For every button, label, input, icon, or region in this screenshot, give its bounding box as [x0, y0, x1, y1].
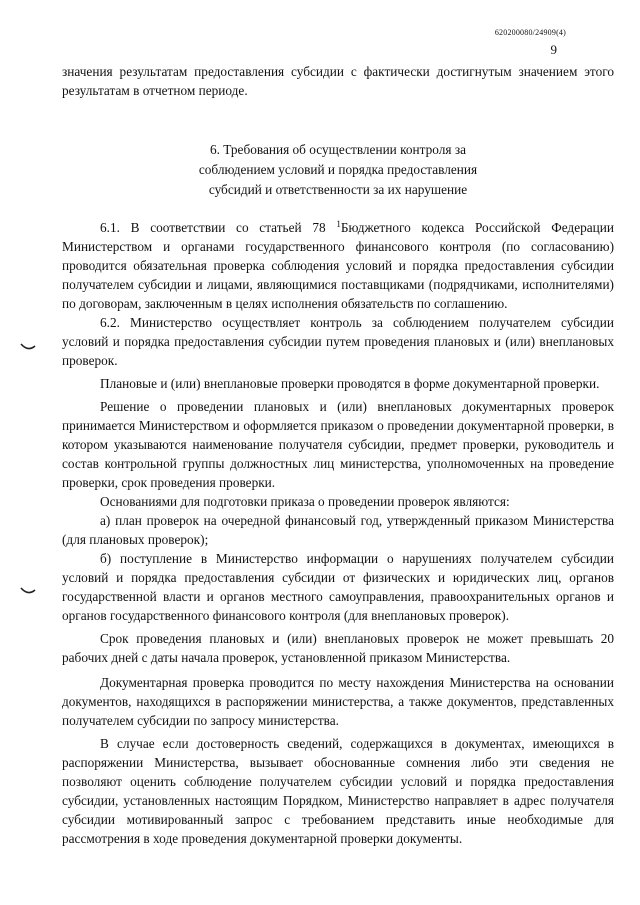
margin-tick-mark: [20, 343, 36, 351]
section-title-line: 6. Требования об осуществлении контроля за: [209, 142, 467, 157]
document-id: 620200080/24909(4): [494, 28, 566, 37]
margin-tick-mark: [20, 587, 36, 595]
section-title-line: соблюдением условий и порядка предоставления: [198, 162, 478, 177]
paragraph: Плановые и (или) внеплановые проверки проводятся в форме документарной проверки.: [100, 376, 600, 391]
paragraph: В случае если достоверность сведений, содержащихся в документах, имеющихся в распоряжении Министерства, вызывает обоснованные сомнения либо эти сведения не позволяют оценить соблюдение получателем субсидии условий и порядка предоставления субсидии, установленных настоящим Порядком, Министерство направляет в адрес получателя субсидии мотивированный запрос с требованием представить иные необходимые для рассмотрения в ходе проведения документарной проверки документы.: [62, 736, 614, 846]
paragraph: Решение о проведении плановых и (или) внеплановых документарных проверок принимается Министерством и оформляется приказом о проведении документарной проверки, в котором указываются наименование получателя субсидии, предмет проверки, руководитель и состав контрольной группы должностных лиц министерства, уполномоченных на проведение проверки, срок проведения проверки.: [62, 399, 614, 490]
paragraph: Основаниями для подготовки приказа о проведении проверок являются:: [100, 494, 510, 509]
document-body: [62, 62, 614, 848]
paragraph-6-2: 6.2. Министерство осуществляет контроль за соблюдением получателем субсидии условий и порядка предоставления субсидии путем проведения плановых и (или) внеплановых проверок.: [62, 315, 614, 368]
paragraph-text: 6.1. В соответствии со статьей 78: [100, 220, 326, 235]
section-heading: [62, 140, 614, 200]
section-title-line: субсидий и ответственности за их нарушение: [208, 182, 468, 197]
paragraph: Срок проведения плановых и (или) внеплановых проверок не может превышать 20 рабочих дней с даты начала проверок, установленной приказом Министерства.: [62, 631, 614, 665]
paragraph-6-1: [62, 218, 614, 313]
superscript: 1: [336, 219, 341, 229]
paragraph: Документарная проверка проводится по месту нахождения Министерства на основании документов, находящихся в распоряжении министерства, а также документов, представленных получателем субсидии по запросу министерства.: [62, 675, 614, 728]
paragraph-text: Бюджетного кодекса Российской Федерации Министерством и органами государственного финансового контроля (по согласованию) проводится обязательная проверка соблюдения условий и порядка предоставления субсидии получателем субсидии и лицами, являющимися поставщиками (подрядчиками, исполнителями) по договорам, заключенным в целях исполнения обязательств по соглашению.: [62, 220, 614, 311]
list-item-a: а) план проверок на очередной финансовый год, утвержденный приказом Министерства (для плановых проверок);: [62, 513, 614, 547]
continuation-paragraph: значения результатам предоставления субсидии с фактически достигнутым значением этого результатам в отчетном периоде.: [62, 64, 614, 98]
page-number: 9: [550, 42, 557, 57]
list-item-b: б) поступление в Министерство информации о нарушениях получателем субсидии условий и порядка предоставления субсидии от физических и юридических лиц, органов государственной власти и органов местного самоуправления, правоохранительных органов и органов государственного финансового контроля (для внеплановых проверок).: [62, 551, 614, 623]
